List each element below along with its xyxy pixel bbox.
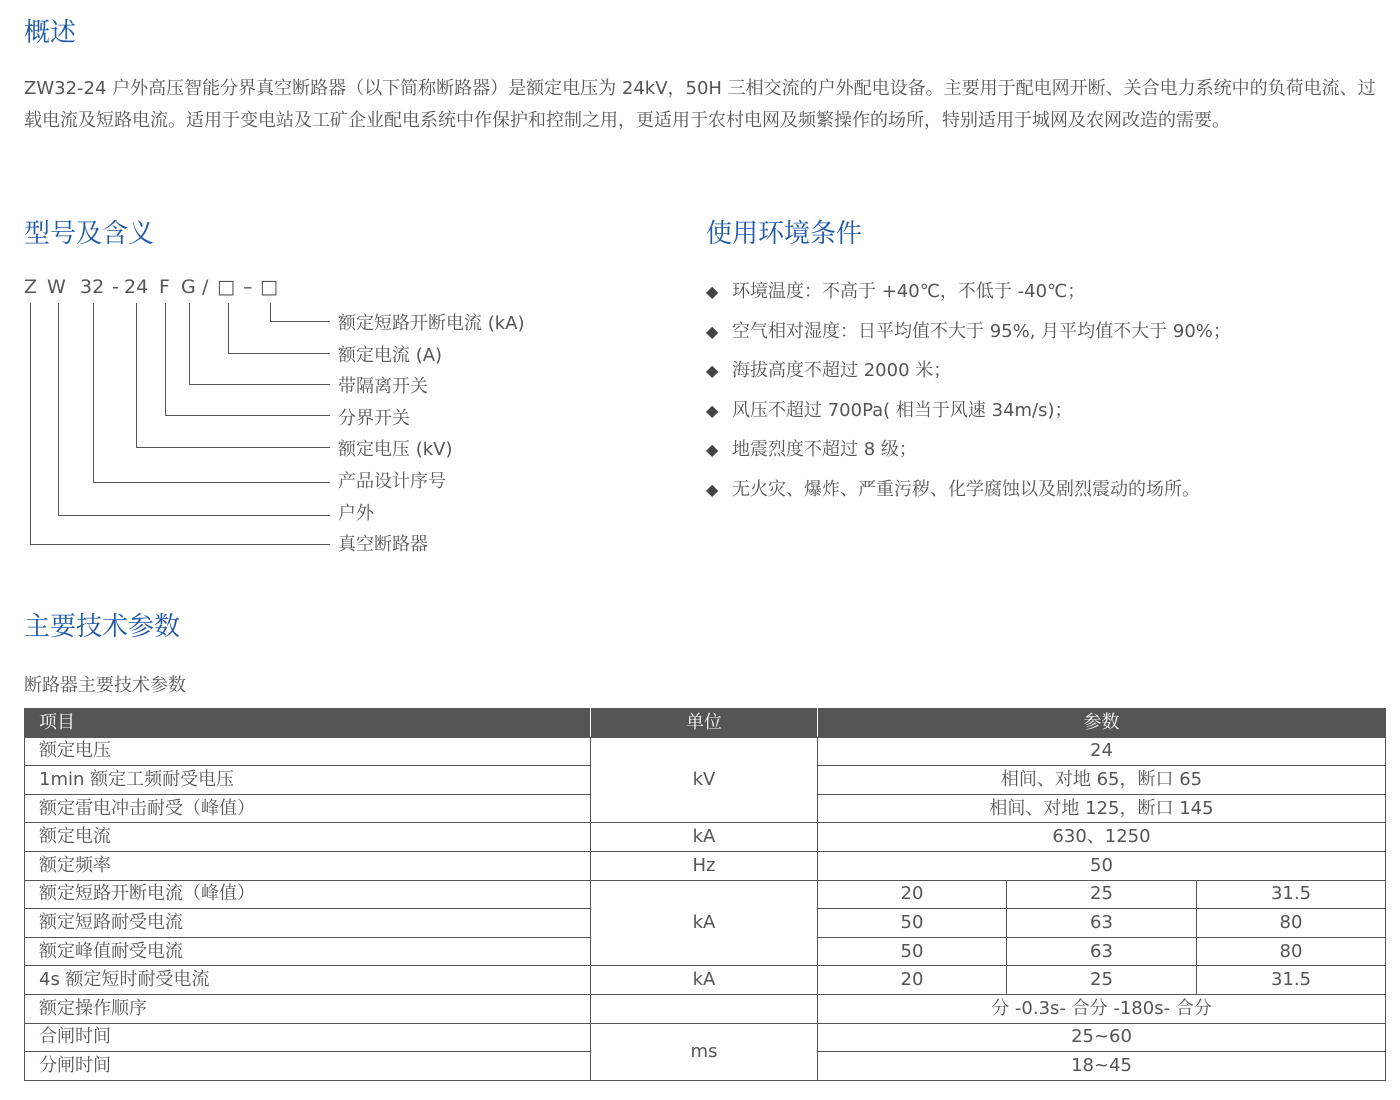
code-letter: □ [217,276,235,298]
code-meaning: 产品设计序号 [338,471,446,492]
row-item: 额定操作顺序 [25,994,591,1023]
row-value: 25 [1007,880,1197,909]
table-caption: 断路器主要技术参数 [24,675,186,696]
code-meaning: 带隔离开关 [338,376,428,397]
env-item-text: 环境温度：不高于 +40℃，不低于 -40℃； [732,281,1086,302]
row-value: 80 [1197,909,1386,938]
code-letter: □ [260,276,278,298]
table-row [25,737,1386,766]
env-item [706,396,1073,422]
row-value: 50 [818,851,1386,880]
environment-title: 使用环境条件 [706,219,863,249]
row-item: 额定频率 [25,851,591,880]
row-value: 25~60 [818,1023,1386,1052]
row-value: 18~45 [818,1052,1386,1081]
env-item-text: 风压不超过 700Pa( 相当于风速 34m/s)； [732,400,1073,421]
row-value: 相间、对地 65，断口 65 [818,766,1386,795]
row-value: 63 [1007,937,1197,966]
row-value: 25 [1007,966,1197,995]
row-item: 额定雷电冲击耐受（峰值） [25,794,591,823]
env-item-text: 海拔高度不超过 2000 米； [732,360,952,381]
row-item: 额定电流 [25,823,591,852]
code-letter: Z [24,276,38,298]
row-value: 50 [818,937,1007,966]
env-item [706,475,1200,501]
code-meaning: 额定短路开断电流 (kA) [338,313,525,334]
code-meaning: 额定电压 (kV) [338,439,453,460]
code-letter: 24 [124,276,149,298]
diamond-bullet-icon: ◆ [706,401,719,420]
code-letter: F [159,276,170,298]
code-meaning: 户外 [338,503,374,524]
header-item: 项目 [25,709,591,738]
row-value: 63 [1007,909,1197,938]
env-item-text: 空气相对湿度：日平均值不大于 95%, 月平均值不大于 90%； [732,321,1231,342]
header-value: 参数 [818,709,1386,738]
row-unit: ms [591,1023,818,1080]
env-item-text: 无火灾、爆炸、严重污秽、化学腐蚀以及剧烈震动的场所。 [732,479,1200,500]
row-value: 20 [818,966,1007,995]
env-item [706,435,917,461]
code-meaning: 额定电流 (A) [338,345,443,366]
table-header-row [25,709,1386,738]
table-row [25,823,1386,852]
diamond-bullet-icon: ◆ [706,361,719,380]
spec-table [24,708,1386,1081]
env-item-text: 地震烈度不超过 8 级； [732,439,917,460]
code-meaning: 真空断路器 [338,534,428,555]
table-row [25,1023,1386,1052]
overview-text: ZW32-24 户外高压智能分界真空断路器（以下简称断路器）是额定电压为 24kV，50H 三相交流的户外配电设备。主要用于配电网开断、关合电力系统中的负荷电流、过载电流及短路电流。适用于变电站及工矿企业配电系统中作保护和控制之用，更适用于农村电网及频繁操作的场所，特别适用于城网及农网改造的需要。 [24,78,1376,131]
model-title: 型号及含义 [24,219,155,249]
table-row [25,880,1386,909]
row-item: 1min 额定工频耐受电压 [25,766,591,795]
code-letter: – [243,276,253,298]
row-unit: kA [591,880,818,966]
env-item [706,277,1085,303]
row-value: 分 -0.3s- 合分 -180s- 合分 [818,994,1386,1023]
row-value: 50 [818,909,1007,938]
row-unit: kV [591,737,818,823]
row-unit: kA [591,966,818,995]
diamond-bullet-icon: ◆ [706,322,719,341]
env-item [706,356,951,382]
row-value: 31.5 [1197,880,1386,909]
row-item: 额定峰值耐受电流 [25,937,591,966]
overview-title: 概述 [24,18,77,48]
row-item: 分闸时间 [25,1052,591,1081]
table-row [25,851,1386,880]
env-item [706,317,1231,343]
row-value: 31.5 [1197,966,1386,995]
row-value: 20 [818,880,1007,909]
code-letter: G [181,276,196,298]
row-value: 80 [1197,937,1386,966]
row-unit [591,994,818,1023]
row-item: 额定短路耐受电流 [25,909,591,938]
code-letter: W [47,276,66,298]
header-unit: 单位 [591,709,818,738]
diamond-bullet-icon: ◆ [706,440,719,459]
row-item: 额定电压 [25,737,591,766]
table-row [25,994,1386,1023]
row-value: 630、1250 [818,823,1386,852]
row-item: 额定短路开断电流（峰值） [25,880,591,909]
row-item: 4s 额定短时耐受电流 [25,966,591,995]
row-value: 24 [818,737,1386,766]
code-letter: - [112,276,119,298]
diamond-bullet-icon: ◆ [706,282,719,301]
code-letter: / [202,276,209,298]
diamond-bullet-icon: ◆ [706,480,719,499]
row-value: 相间、对地 125，断口 145 [818,794,1386,823]
code-meaning: 分界开关 [338,408,410,429]
table-row [25,966,1386,995]
code-letter: 32 [80,276,105,298]
specs-title: 主要技术参数 [24,612,181,642]
row-unit: Hz [591,851,818,880]
row-unit: kA [591,823,818,852]
row-item: 合闸时间 [25,1023,591,1052]
